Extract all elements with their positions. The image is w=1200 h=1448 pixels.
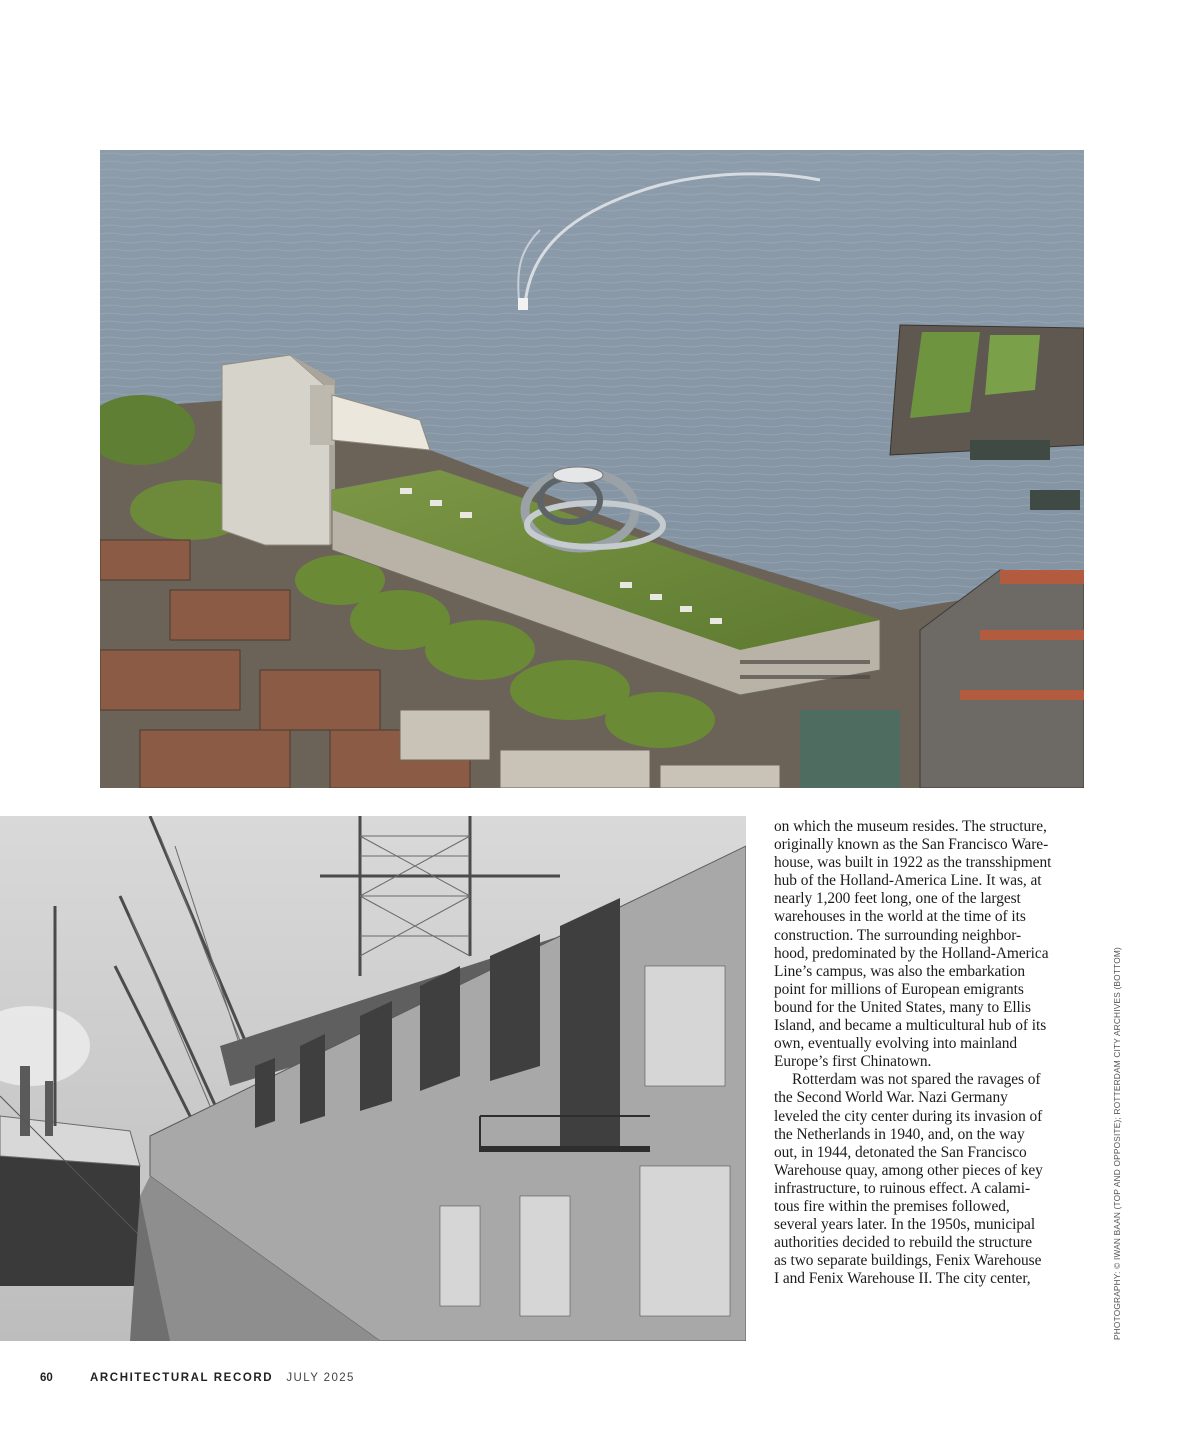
- text-line: several years later. In the 1950s, municipal: [774, 1216, 1036, 1234]
- magazine-name: ARCHITECTURAL RECORD: [90, 1372, 274, 1384]
- text-line: the Second World War. Nazi Germany: [774, 1089, 1008, 1107]
- text-line: the Netherlands in 1940, and, on the way: [774, 1125, 1025, 1143]
- text-line: on which the museum resides. The structure,: [774, 818, 1047, 835]
- photo-credit: PHOTOGRAPHY: © IWAN BAAN (TOP AND OPPOSITE); ROTTERDAM CITY ARCHIVES (BOTTOM): [1112, 947, 1122, 1340]
- article-body-column: [774, 818, 1080, 1288]
- text-line: hub of the Holland-America Line. It was, at: [774, 872, 1042, 890]
- text-line: tous fire within the premises followed,: [774, 1197, 1010, 1215]
- text-line: out, in 1944, detonated the San Francisco: [774, 1143, 1027, 1161]
- text-line: construction. The surrounding neighbor-: [774, 926, 1022, 944]
- text-line: Warehouse quay, among other pieces of key: [774, 1161, 1043, 1179]
- text-line: leveled the city center during its invasion of: [774, 1107, 1043, 1125]
- article-paragraph-2: [774, 1071, 1080, 1288]
- issue-date: JULY 2025: [286, 1372, 355, 1384]
- page-folio: [40, 1372, 355, 1384]
- text-line: bound for the United States, many to Ellis: [774, 998, 1031, 1016]
- text-line: Island, and became a multicultural hub of its: [774, 1017, 1047, 1035]
- text-line: Line’s campus, was also the embarkation: [774, 962, 1026, 980]
- text-line: Europe’s first Chinatown.: [774, 1053, 932, 1071]
- article-paragraph-1: [774, 818, 1080, 1071]
- text-line: authorities decided to rebuild the structure: [774, 1234, 1033, 1252]
- text-line: Rotterdam was not spared the ravages of: [792, 1071, 1041, 1089]
- page-number: 60: [40, 1372, 53, 1384]
- text-line: infrastructure, to ruinous effect. A calami-: [774, 1179, 1031, 1197]
- archival-photo-san-francisco-warehouse: [0, 816, 746, 1341]
- aerial-photo-fenix-museum: [100, 150, 1084, 788]
- text-line: nearly 1,200 feet long, one of the largest: [774, 890, 1021, 908]
- text-line: warehouses in the world at the time of its: [774, 908, 1026, 926]
- aerial-photo-illustration: [100, 150, 1084, 788]
- text-line: point for millions of European emigrants: [774, 980, 1024, 998]
- text-line: I and Fenix Warehouse II. The city center,: [774, 1270, 1031, 1288]
- text-line: originally known as the San Francisco Ware-: [774, 836, 1049, 854]
- text-line: hood, predominated by the Holland-America: [774, 944, 1049, 962]
- text-line: house, was built in 1922 as the transshipment: [774, 854, 1052, 872]
- text-line: as two separate buildings, Fenix Warehouse: [774, 1252, 1042, 1270]
- archival-photo-illustration: [0, 816, 746, 1341]
- text-line: own, eventually evolving into mainland: [774, 1035, 1018, 1053]
